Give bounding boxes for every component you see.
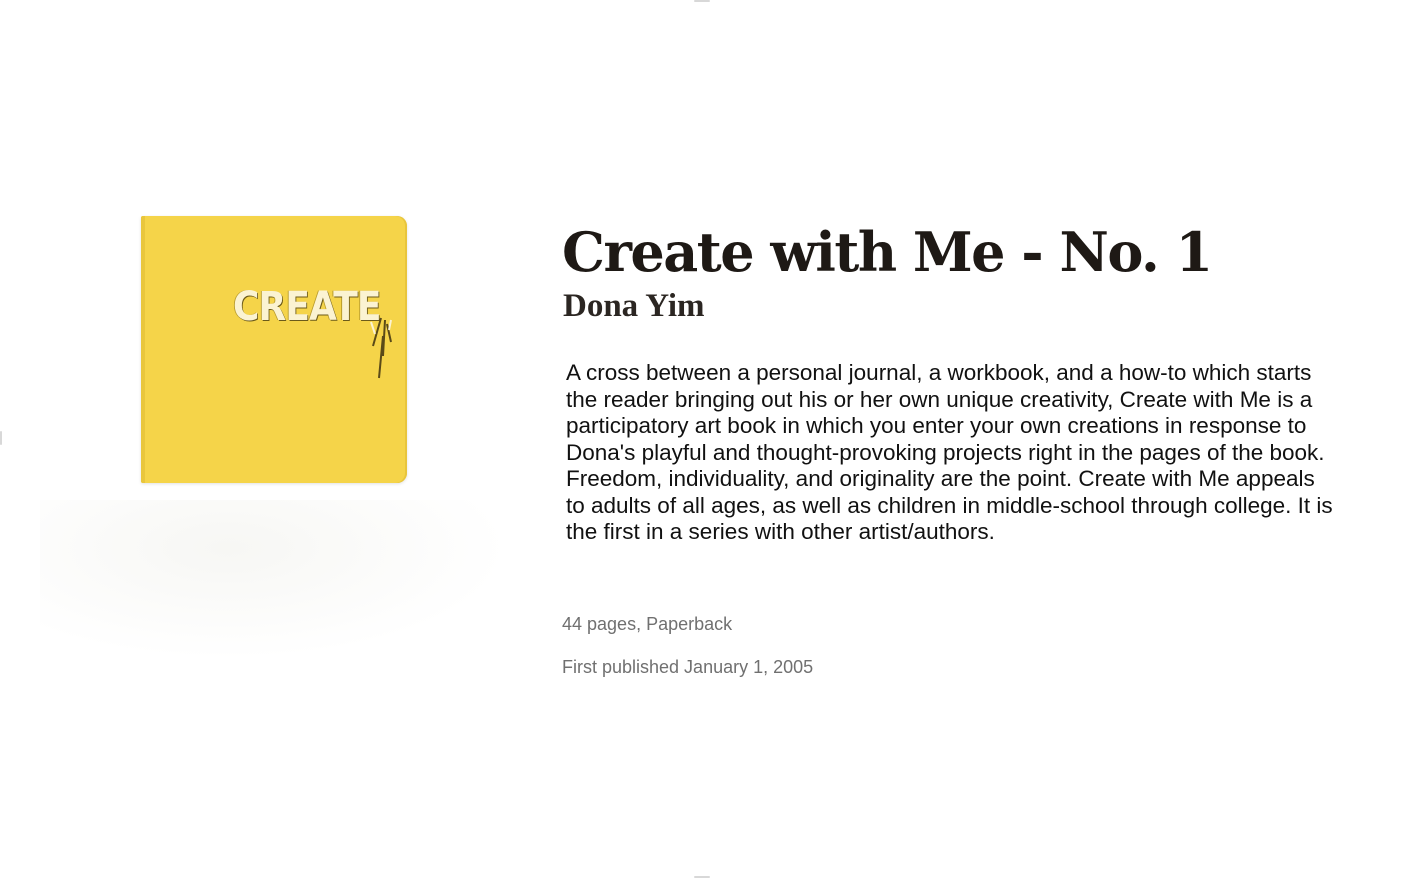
book-title: Create with Me - No. 1 (562, 220, 1212, 284)
author-name[interactable]: Dona Yim (563, 288, 705, 324)
left-resize-handle[interactable] (0, 431, 2, 445)
book-description: A cross between a personal journal, a workbook, and a how-to which starts the reader bringing out his or her own unique creativity, Create with Me is a participatory art book in which you enter your own creations in response to Dona's playful and thought-provoking projects right in the pages of the book. Freedom, individuality, and originality are the point. Create with Me appeals to adults of all ages, as well as children in middle-school through college. It is the first in a series with other artist/authors. (566, 360, 1333, 544)
cover-reflection (40, 500, 510, 660)
book-cover-image[interactable] (141, 216, 407, 483)
top-resize-handle[interactable] (694, 0, 710, 2)
publication-date: First published January 1, 2005 (562, 657, 814, 677)
cover-spine (141, 216, 145, 483)
paint-drips-art (361, 316, 401, 386)
book-format-details: 44 pages, Paperback (562, 614, 733, 634)
cover-title-art: CREATE (233, 284, 381, 330)
